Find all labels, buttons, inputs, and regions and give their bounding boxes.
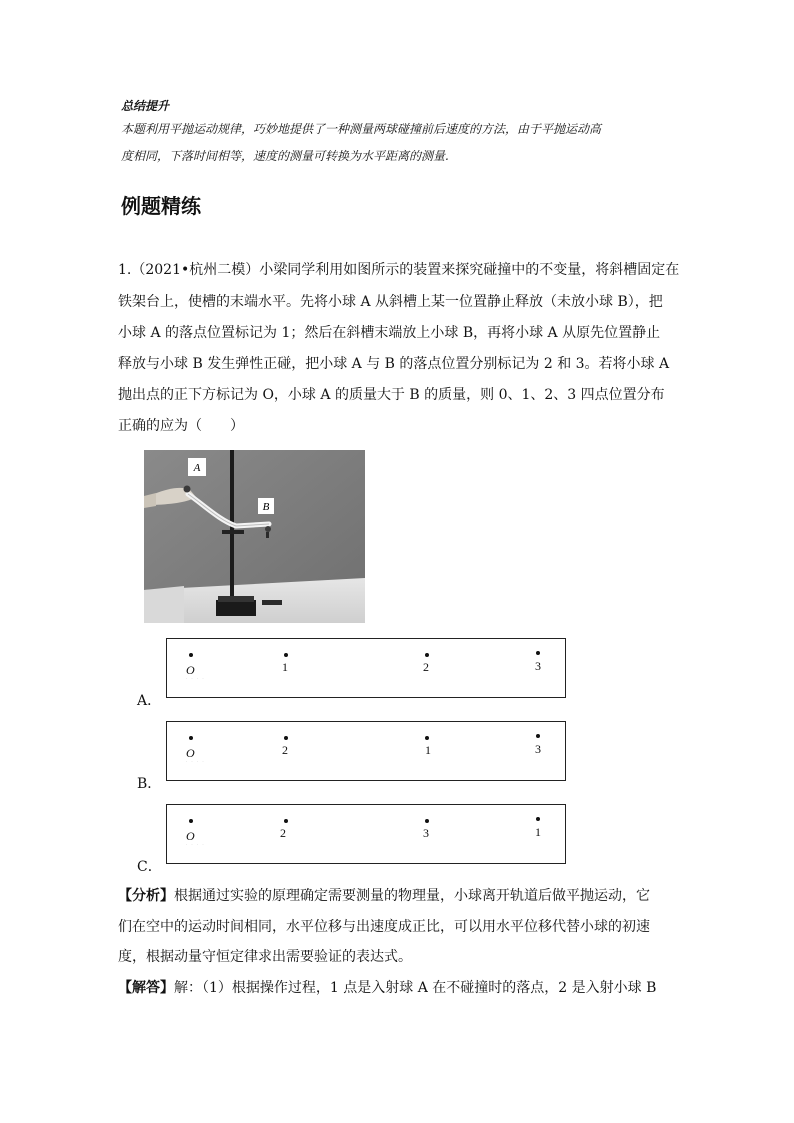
- question-line-6: 正确的应为（ ）: [118, 418, 244, 434]
- solution-text: 解：（1）根据操作过程，1 点是入射球 A 在不碰撞时的落点，2 是入射小球 B: [174, 980, 657, 996]
- question-line-5: 抛出点的正下方标记为 O，小球 A 的质量大于 B 的质量，则 0、1、2、3 四点位置分布: [118, 387, 665, 403]
- point-dot: [536, 651, 540, 655]
- point-label: 2: [282, 743, 288, 757]
- point-dot: [284, 736, 288, 740]
- photo-label-b: B: [262, 501, 270, 513]
- summary-line-2: 度相同，下落时间相等，速度的测量可转换为水平距离的测量.: [121, 149, 449, 163]
- question-line-2: 铁架台上，使槽的末端水平。先将小球 A 从斜槽上某一位置静止释放（未放小球 B），把: [118, 294, 663, 310]
- point-dot: [189, 653, 193, 657]
- analysis-line-1: [118, 885, 650, 905]
- analysis-text: 根据通过实验的原理确定需要测量的物理量，小球离开轨道后做平抛运动，它: [174, 888, 650, 904]
- point-dot: [284, 819, 288, 823]
- point-dot: [536, 734, 540, 738]
- option-a-letter: A．: [137, 693, 162, 709]
- question-line-1: 1.（2021•杭州二模）小梁同学利用如图所示的装置来探究碰撞中的不变量，将斜槽固定在: [118, 262, 680, 278]
- option-c-diagram: [166, 804, 566, 864]
- section-title: 例题精练: [121, 194, 201, 218]
- point-label: 1: [282, 660, 288, 674]
- question-line-3: 小球 A 的落点位置标记为 1；然后在斜槽末端放上小球 B，再将小球 A 从原先位置静止: [118, 325, 661, 341]
- point-dot: [189, 819, 193, 823]
- point-label: 2: [423, 660, 429, 674]
- point-dot: [284, 653, 288, 657]
- option-b-diagram: [166, 721, 566, 781]
- analysis-line-3: 度，根据动量守恒定律求出需要验证的表达式。: [118, 949, 412, 965]
- question-line-4: 释放与小球 B 发生弹性正碰，把小球 A 与 B 的落点位置分别标记为 2 和 3。若将小球 A: [118, 356, 670, 372]
- experiment-photo: [144, 450, 365, 623]
- point-label: 3: [535, 659, 541, 673]
- solution-tag: 【解答】: [118, 980, 174, 996]
- point-dot: [189, 736, 193, 740]
- point-label: O: [186, 663, 195, 677]
- summary-line-1: 本题利用平抛运动规律，巧妙地提供了一种测量两球碰撞前后速度的方法，由于平抛运动高: [121, 122, 602, 136]
- point-label: 3: [535, 742, 541, 756]
- point-label: O: [186, 746, 195, 760]
- point-label: 1: [425, 743, 431, 757]
- option-a-diagram: [166, 638, 566, 698]
- solution-line-1: [118, 977, 656, 997]
- point-dot: [425, 819, 429, 823]
- point-label: 2: [280, 826, 286, 840]
- option-b-letter: B．: [137, 776, 162, 792]
- point-dot: [536, 817, 540, 821]
- point-label: 1: [535, 825, 541, 839]
- point-label: O: [186, 829, 195, 843]
- point-label: 3: [423, 826, 429, 840]
- photo-label-a: A: [193, 462, 201, 474]
- point-dot: [425, 736, 429, 740]
- watermark: · · · ·: [185, 756, 205, 766]
- watermark: · · · ·: [185, 839, 205, 849]
- analysis-tag: 【分析】: [118, 888, 174, 904]
- summary-heading: 总结提升: [121, 99, 170, 113]
- point-dot: [425, 653, 429, 657]
- watermark: · · · ·: [185, 673, 205, 683]
- option-c-letter: C．: [137, 859, 162, 875]
- analysis-line-2: 们在空中的运动时间相同，水平位移与出速度成正比，可以用水平位移代替小球的初速: [118, 919, 650, 935]
